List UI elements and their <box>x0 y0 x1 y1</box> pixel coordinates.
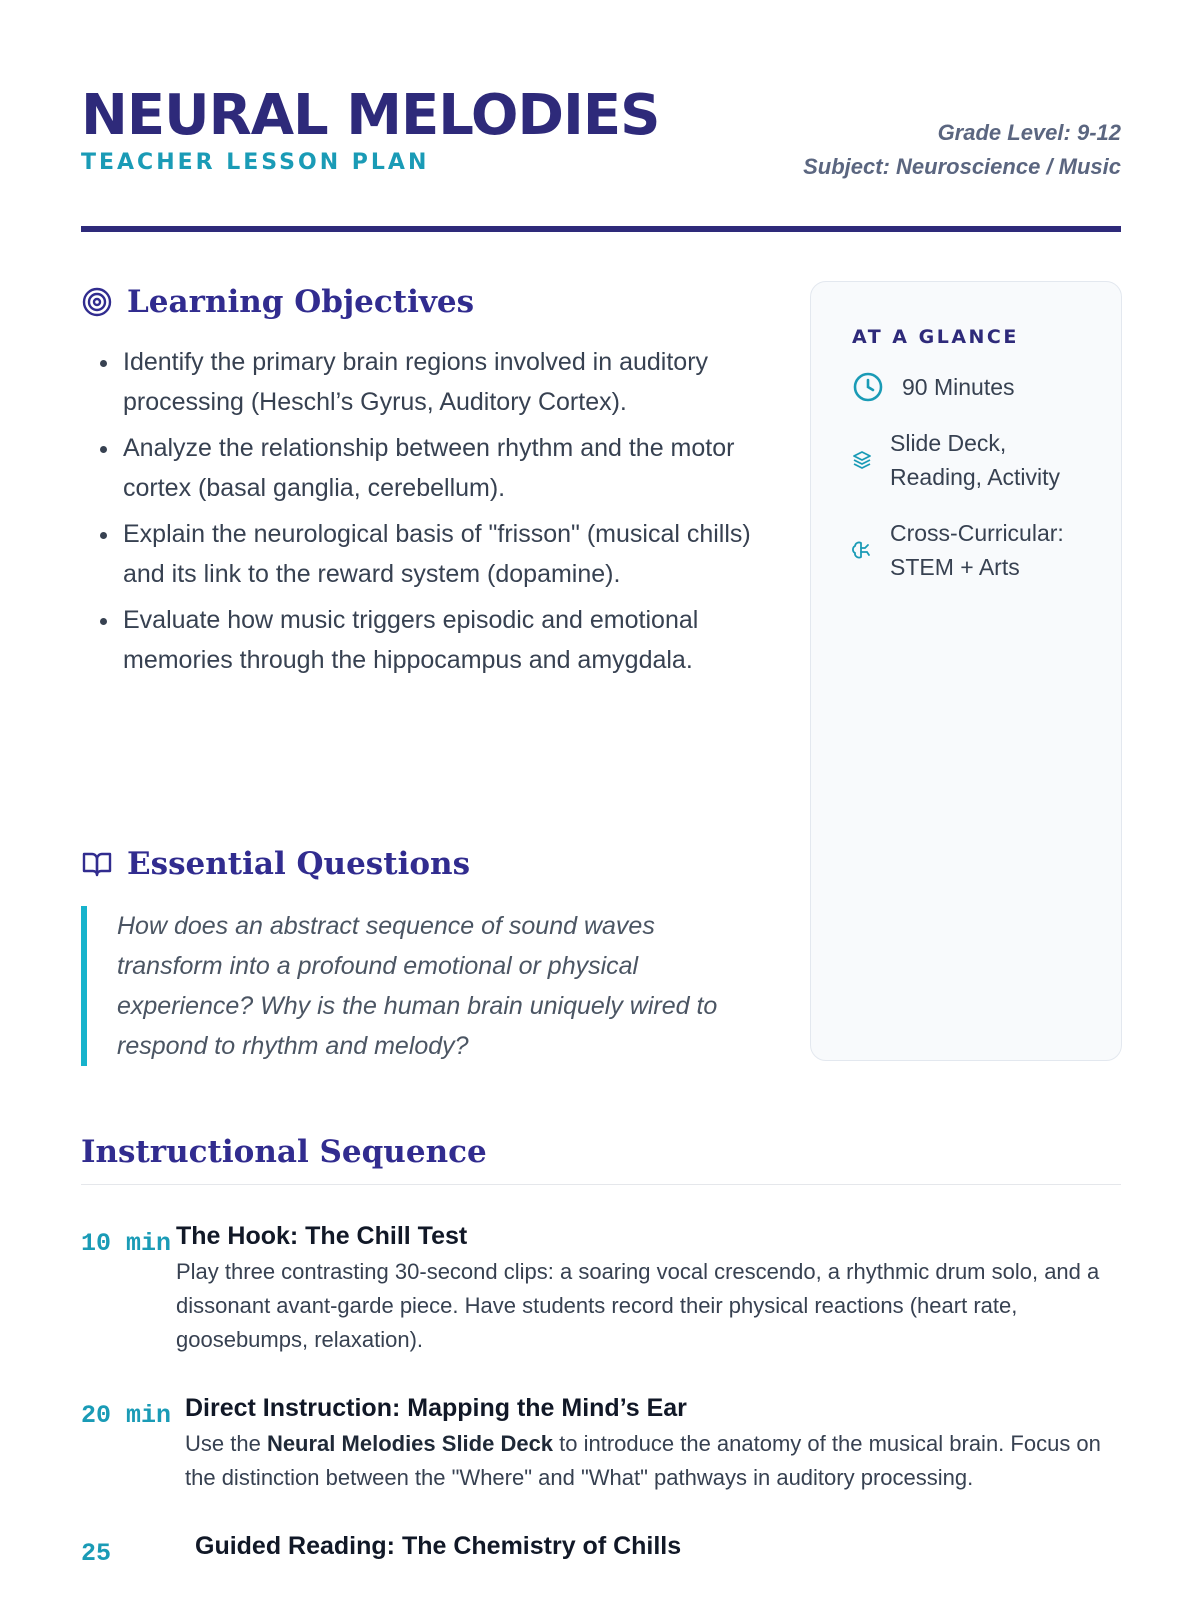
learning-objectives-heading <box>81 284 761 320</box>
grade-level: Grade Level: 9-12 <box>937 120 1121 145</box>
glance-item-label: Cross-Curricular: STEM + Arts <box>890 520 1064 580</box>
step-title: Guided Reading: The Chemistry of Chills <box>195 1532 682 1560</box>
essential-questions-title: Essential Questions <box>127 846 471 882</box>
essential-question-quote: How does an abstract sequence of sound waves transform into a profound emotional or physical experience? Why is the human brain uniquely wired to respond to rhythm and melody? <box>81 906 761 1066</box>
glance-item-curriculum <box>852 516 1097 584</box>
at-a-glance-card <box>810 281 1122 1061</box>
objectives-list <box>81 342 761 680</box>
glance-item-materials <box>852 426 1097 494</box>
document-title: NEURAL MELODIES <box>81 83 660 148</box>
step-body <box>185 1391 1121 1495</box>
target-icon <box>81 286 113 318</box>
list-item: • Evaluate how music triggers episodic and emotional memories through the hippocampus and amygdala. <box>121 600 761 680</box>
document-meta <box>803 116 1121 184</box>
document-subtitle: TEACHER LESSON PLAN <box>81 150 430 175</box>
step-duration: 20 min <box>81 1401 172 1430</box>
step-duration: 25 <box>81 1539 112 1568</box>
learning-objectives-section <box>81 284 761 686</box>
step-description: Play three contrasting 30-second clips: a soaring vocal crescendo, a rhythmic drum solo, and a dissonant avant-garde piece. Have students record their physical reactions (heart rate, goosebumps, relaxation). <box>176 1259 1100 1352</box>
step-description-text: to introduce the anatomy of the musical brain. Focus on the distinction between the "Where" and "What" pathways in auditory processing. <box>185 1431 1101 1490</box>
step-title: The Hook: The Chill Test <box>176 1222 468 1250</box>
at-a-glance-title: AT A GLANCE <box>852 326 1019 348</box>
step-body <box>176 1219 1121 1357</box>
list-item: • Analyze the relationship between rhythm and the motor cortex (basal ganglia, cerebellum). <box>121 428 761 508</box>
essential-questions-heading <box>81 846 761 882</box>
slide-deck-reference: Neural Melodies Slide Deck <box>266 1431 554 1456</box>
clock-icon <box>852 371 884 403</box>
sequence-step <box>81 1529 1121 1573</box>
instructional-sequence-heading: Instructional Sequence <box>81 1134 1121 1185</box>
step-title: Direct Instruction: Mapping the Mind’s Ear <box>185 1394 687 1422</box>
layers-icon <box>852 450 872 470</box>
learning-objectives-title: Learning Objectives <box>127 284 475 320</box>
list-item: • Explain the neurological basis of "frisson" (musical chills) and its link to the reward system (dopamine). <box>121 514 761 594</box>
step-body <box>195 1529 1121 1573</box>
document-header <box>81 84 1121 232</box>
essential-questions-section <box>81 846 761 1066</box>
step-description <box>185 1427 1121 1495</box>
sequence-step <box>81 1219 1121 1357</box>
sequence-step <box>81 1391 1121 1495</box>
glance-item-label: Slide Deck, Reading, Activity <box>890 430 1061 490</box>
glance-item-duration <box>852 370 1097 404</box>
step-duration: 10 min <box>81 1229 172 1258</box>
step-description-text: Use the <box>185 1431 267 1456</box>
list-item: • Identify the primary brain regions involved in auditory processing (Heschl’s Gyrus, Auditory Cortex). <box>121 342 761 422</box>
instructional-sequence-section <box>81 1134 1121 1573</box>
glance-item-label: 90 Minutes <box>902 374 1015 400</box>
book-open-icon <box>81 848 113 880</box>
brain-icon <box>852 540 872 560</box>
subject: Subject: Neuroscience / Music <box>803 154 1121 179</box>
